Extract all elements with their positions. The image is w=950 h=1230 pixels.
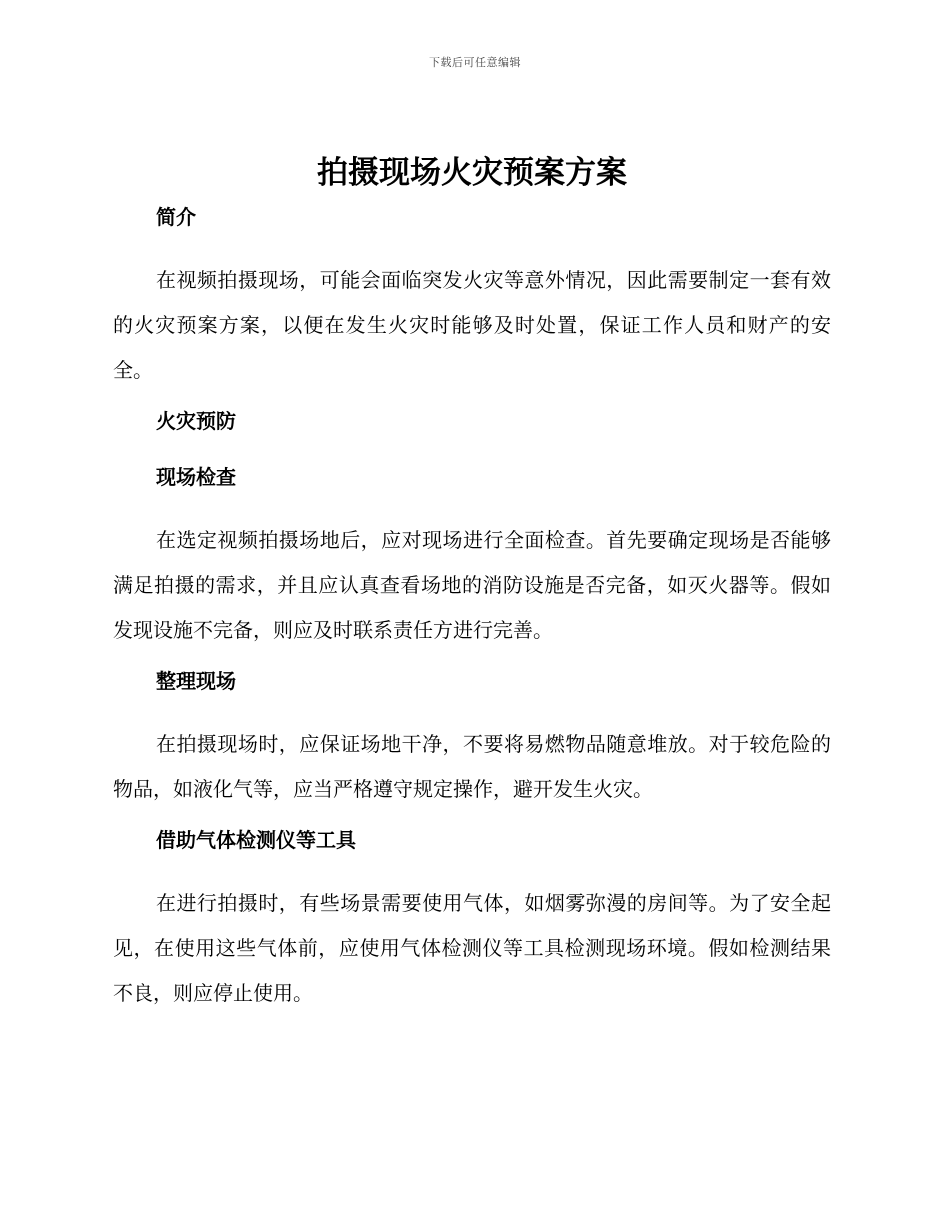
section-heading-inspection: 现场检查 <box>156 465 236 489</box>
paragraph-tidy: 在拍摄现场时，应保证场地干净，不要将易燃物品随意堆放。对于较危险的物品，如液化气等，应当严格遵守规定操作，避开发生火灾。 <box>113 732 831 801</box>
section-heading-gas-detection: 借助气体检测仪等工具 <box>156 828 356 852</box>
section-heading-intro: 简介 <box>156 205 196 229</box>
document-body <box>113 150 831 1029</box>
paragraph-intro: 在视频拍摄现场，可能会面临突发火灾等意外情况，因此需要制定一套有效的火灾预案方案，以便在发生火灾时能够及时处置，保证工作人员和财产的安全。 <box>113 268 831 382</box>
paragraph-gas-detection: 在进行拍摄时，有些场景需要使用气体，如烟雾弥漫的房间等。为了安全起见，在使用这些气体前，应使用气体检测仪等工具检测现场环境。假如检测结果不良，则应停止使用。 <box>113 891 831 1005</box>
section-heading-tidy: 整理现场 <box>156 669 236 693</box>
section-heading-prevention: 火灾预防 <box>156 409 236 433</box>
document-title: 拍摄现场火灾预案方案 <box>317 155 627 191</box>
paragraph-inspection: 在选定视频拍摄场地后，应对现场进行全面检查。首先要确定现场是否能够满足拍摄的需求，并且应认真查看场地的消防设施是否完备，如灭火器等。假如发现设施不完备，则应及时联系责任方进行完善。 <box>113 528 831 642</box>
page-header: 下载后可任意编辑 <box>429 56 521 69</box>
